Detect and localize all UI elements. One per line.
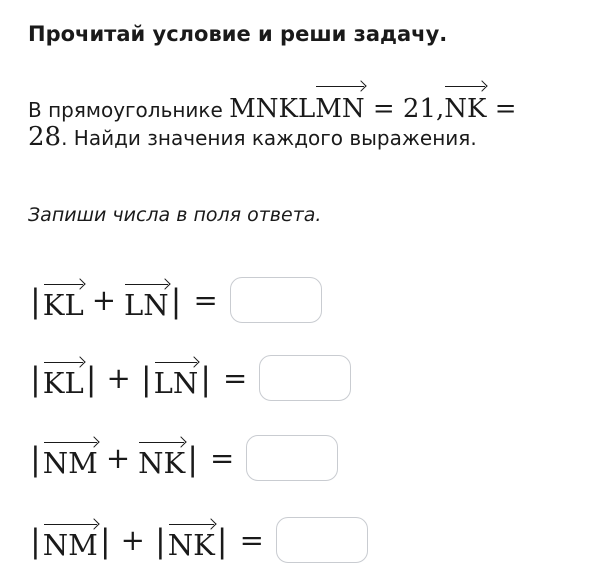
task-condition	[28, 80, 576, 156]
expression-row-1	[28, 275, 322, 325]
abs-bar: |	[99, 522, 111, 560]
plus-sign: +	[105, 441, 131, 475]
abs-bar: |	[30, 282, 41, 320]
expression-row-4	[28, 515, 368, 565]
abs-bar: |	[187, 440, 198, 478]
expression-row-3	[28, 433, 338, 483]
answer-input-2[interactable]	[259, 355, 351, 401]
abs-bar: |	[200, 360, 212, 398]
abs-bar: |	[154, 522, 166, 560]
abs-bar: |	[30, 440, 41, 478]
equals-sign: =	[223, 361, 248, 395]
vector-nk: NK	[168, 518, 215, 562]
expression-row-2	[28, 353, 351, 403]
condition-text: В прямоугольнике	[28, 98, 230, 122]
vector-ln: LN	[154, 356, 199, 400]
abs-bar: |	[30, 360, 41, 398]
vector-kl: KL	[43, 278, 84, 322]
equals-sign: =	[193, 283, 218, 317]
abs-bar: |	[30, 522, 41, 560]
vector-kl: KL	[43, 356, 84, 400]
equals-21: = 21,	[364, 94, 445, 124]
task-title: Прочитай условие и реши задачу.	[28, 22, 448, 46]
equals-sign: =	[486, 94, 517, 124]
abs-bar: |	[216, 522, 228, 560]
abs-bar: |	[140, 360, 152, 398]
vector-mn: MN	[315, 80, 364, 128]
equals-sign: =	[210, 441, 235, 475]
plus-sign: +	[91, 283, 117, 317]
abs-bar: |	[85, 360, 97, 398]
answer-input-1[interactable]	[230, 277, 322, 323]
equals-sign: =	[239, 523, 264, 557]
answer-input-4[interactable]	[276, 517, 368, 563]
vector-nk: NK	[444, 80, 486, 128]
condition-text-2: . Найди значения каждого выражения.	[61, 126, 477, 150]
vector-ln: LN	[124, 278, 169, 322]
instruction: Запиши числа в поля ответа.	[28, 204, 322, 226]
plus-sign: +	[106, 361, 131, 395]
value-28: 28	[28, 122, 62, 152]
answer-input-3[interactable]	[246, 435, 338, 481]
shape-name: MNKL	[229, 94, 316, 124]
vector-nk: NK	[138, 436, 185, 480]
vector-nm: NM	[43, 436, 98, 480]
vector-nm: NM	[43, 518, 98, 562]
abs-bar: |	[170, 282, 182, 320]
plus-sign: +	[120, 523, 145, 557]
